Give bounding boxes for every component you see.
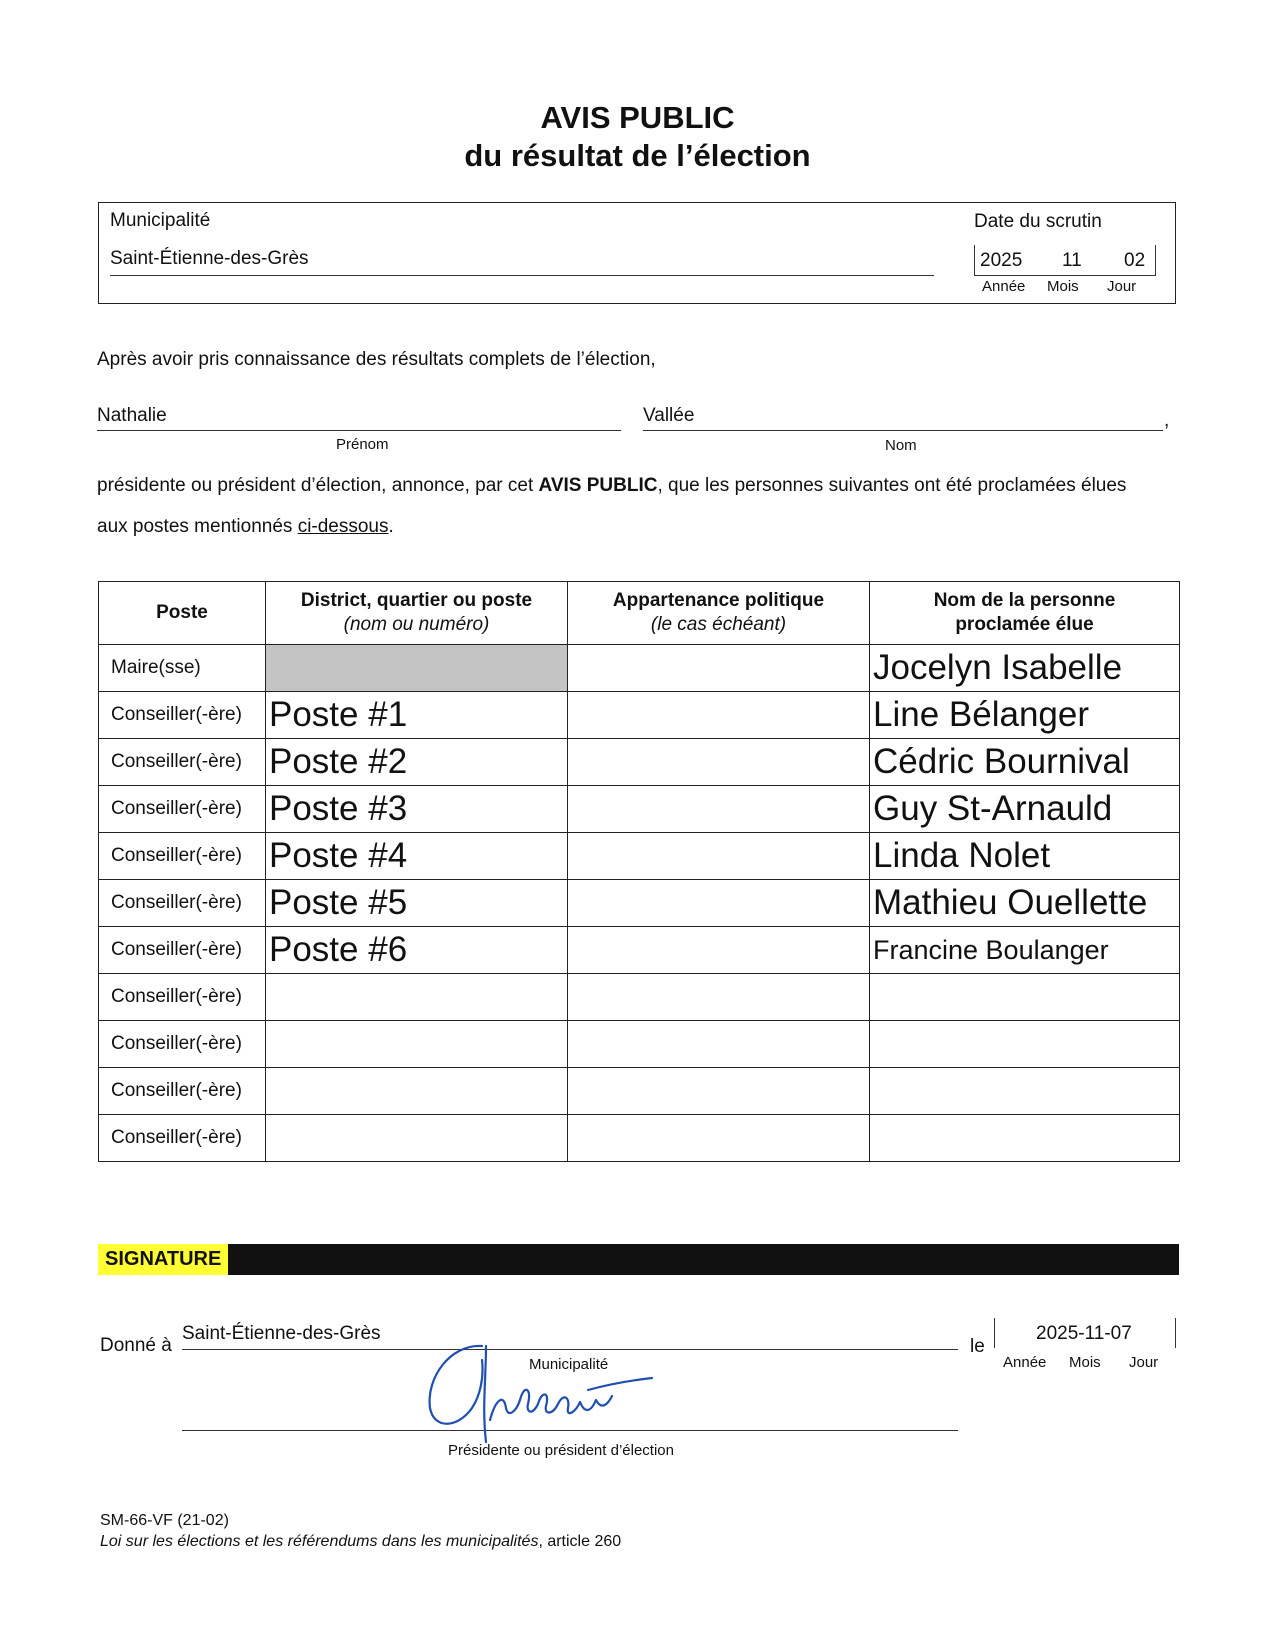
table-header-row (99, 582, 1180, 645)
row-party (568, 833, 870, 880)
row-district (266, 1115, 568, 1162)
row-elected-name (870, 1068, 1180, 1115)
row-poste: Conseiller(-ère) (99, 880, 266, 927)
page-title: AVIS PUBLIC (540, 100, 735, 135)
row-elected-name: Mathieu Ouellette (870, 880, 1180, 927)
row-party (568, 645, 870, 692)
row-elected-name (870, 974, 1180, 1021)
table-row (99, 974, 1180, 1021)
announcement-bold: AVIS PUBLIC (538, 475, 658, 496)
table-row (99, 739, 1180, 786)
row-district (266, 1021, 568, 1068)
row-district: Poste #6 (266, 927, 568, 974)
header-party-label: Appartenance politique (612, 590, 825, 611)
last-name-field[interactable]: Vallée (643, 405, 1163, 431)
president-label: Présidente ou président d’élection (448, 1442, 674, 1459)
year-label: Année (982, 278, 1026, 295)
row-party (568, 692, 870, 739)
municipality-label: Municipalité (110, 210, 211, 231)
page-subtitle: du résultat de l’élection (464, 138, 811, 173)
table-row (99, 880, 1180, 927)
row-district (266, 974, 568, 1021)
election-date-label: Date du scrutin (974, 211, 1102, 232)
row-district (266, 1068, 568, 1115)
row-poste: Conseiller(-ère) (99, 1115, 266, 1162)
header-poste-label: Poste (156, 602, 208, 623)
election-date-day: 02 (1124, 250, 1146, 271)
row-elected-name: Line Bélanger (870, 692, 1180, 739)
row-elected-name: Jocelyn Isabelle (870, 645, 1180, 692)
announcement-text-c: aux postes mentionnés (97, 516, 298, 537)
row-party (568, 927, 870, 974)
row-party (568, 1021, 870, 1068)
table-row (99, 645, 1180, 692)
month-label: Mois (1047, 278, 1079, 295)
row-poste: Conseiller(-ère) (99, 739, 266, 786)
signed-month-label: Mois (1069, 1354, 1101, 1371)
form-code: SM-66-VF (21-02) (100, 1512, 229, 1529)
signed-date-value: 2025-11-07 (1036, 1323, 1132, 1344)
header-party-sub: (le cas échéant) (650, 614, 787, 635)
intro-sentence: Après avoir pris connaissance des résultats complets de l’élection, (97, 349, 656, 370)
signature-heading: SIGNATURE (98, 1244, 228, 1275)
table-row (99, 833, 1180, 880)
row-poste: Conseiller(-ère) (99, 786, 266, 833)
row-party (568, 974, 870, 1021)
row-poste: Conseiller(-ère) (99, 1021, 266, 1068)
first-name-label: Prénom (336, 436, 389, 453)
row-elected-name: Francine Boulanger (870, 927, 1180, 974)
le-label: le (970, 1336, 985, 1357)
row-elected-name: Guy St-Arnauld (870, 786, 1180, 833)
row-elected-name (870, 1115, 1180, 1162)
row-elected-name: Cédric Bournival (870, 739, 1180, 786)
table-row (99, 786, 1180, 833)
header-name-line2: proclamée élue (955, 614, 1094, 635)
law-name: Loi sur les élections et les référendums dans les municipalités (100, 1533, 539, 1550)
row-district: Poste #3 (266, 786, 568, 833)
header-district-sub: (nom ou numéro) (343, 614, 490, 635)
day-label: Jour (1107, 278, 1137, 295)
row-district: Poste #4 (266, 833, 568, 880)
announcement-line-2 (97, 516, 394, 538)
row-party (568, 739, 870, 786)
row-district (266, 645, 568, 692)
first-name-field[interactable]: Nathalie (97, 405, 621, 431)
row-district: Poste #1 (266, 692, 568, 739)
table-row (99, 927, 1180, 974)
row-party (568, 1115, 870, 1162)
row-poste: Conseiller(-ère) (99, 833, 266, 880)
header-district (266, 582, 568, 645)
header-name-line1: Nom de la personne (933, 590, 1116, 611)
law-article: , article 260 (538, 1533, 622, 1550)
row-party (568, 786, 870, 833)
law-reference (100, 1533, 621, 1551)
row-district: Poste #5 (266, 880, 568, 927)
municipality-field[interactable]: Saint-Étienne-des-Grès (110, 248, 934, 276)
header-district-label: District, quartier ou poste (300, 590, 533, 611)
row-party (568, 880, 870, 927)
table-row (99, 1021, 1180, 1068)
announcement-text-b: , que les personnes suivantes ont été proclamées élues (657, 475, 1127, 496)
signature-bar (98, 1244, 1179, 1275)
header-party (568, 582, 870, 645)
given-at-label: Donné à (100, 1335, 172, 1356)
row-district: Poste #2 (266, 739, 568, 786)
announcement-underlined: ci-dessous (297, 516, 389, 537)
row-party (568, 1068, 870, 1115)
row-poste: Conseiller(-ère) (99, 1068, 266, 1115)
last-name-label: Nom (885, 437, 917, 454)
announcement-end: . (388, 516, 394, 537)
row-poste: Conseiller(-ère) (99, 692, 266, 739)
row-poste: Conseiller(-ère) (99, 927, 266, 974)
municipality-sub-label: Municipalité (529, 1356, 609, 1373)
results-table (98, 581, 1180, 1162)
name-comma: , (1164, 410, 1170, 431)
row-elected-name: Linda Nolet (870, 833, 1180, 880)
election-date-month: 11 (1062, 250, 1082, 271)
row-poste: Conseiller(-ère) (99, 974, 266, 1021)
handwritten-signature (420, 1338, 660, 1448)
header-poste (99, 582, 266, 645)
announcement-text-a: présidente ou président d’élection, annonce, par cet (97, 475, 539, 496)
signed-year-label: Année (1003, 1354, 1047, 1371)
row-poste: Maire(sse) (99, 645, 266, 692)
given-at-field[interactable]: Saint-Étienne-des-Grès (182, 1323, 958, 1350)
signed-day-label: Jour (1129, 1354, 1159, 1371)
election-date-year: 2025 (980, 250, 1023, 271)
table-row (99, 692, 1180, 739)
table-row (99, 1068, 1180, 1115)
table-row (99, 1115, 1180, 1162)
row-elected-name (870, 1021, 1180, 1068)
announcement-line-1 (97, 475, 1126, 497)
header-name (870, 582, 1180, 645)
